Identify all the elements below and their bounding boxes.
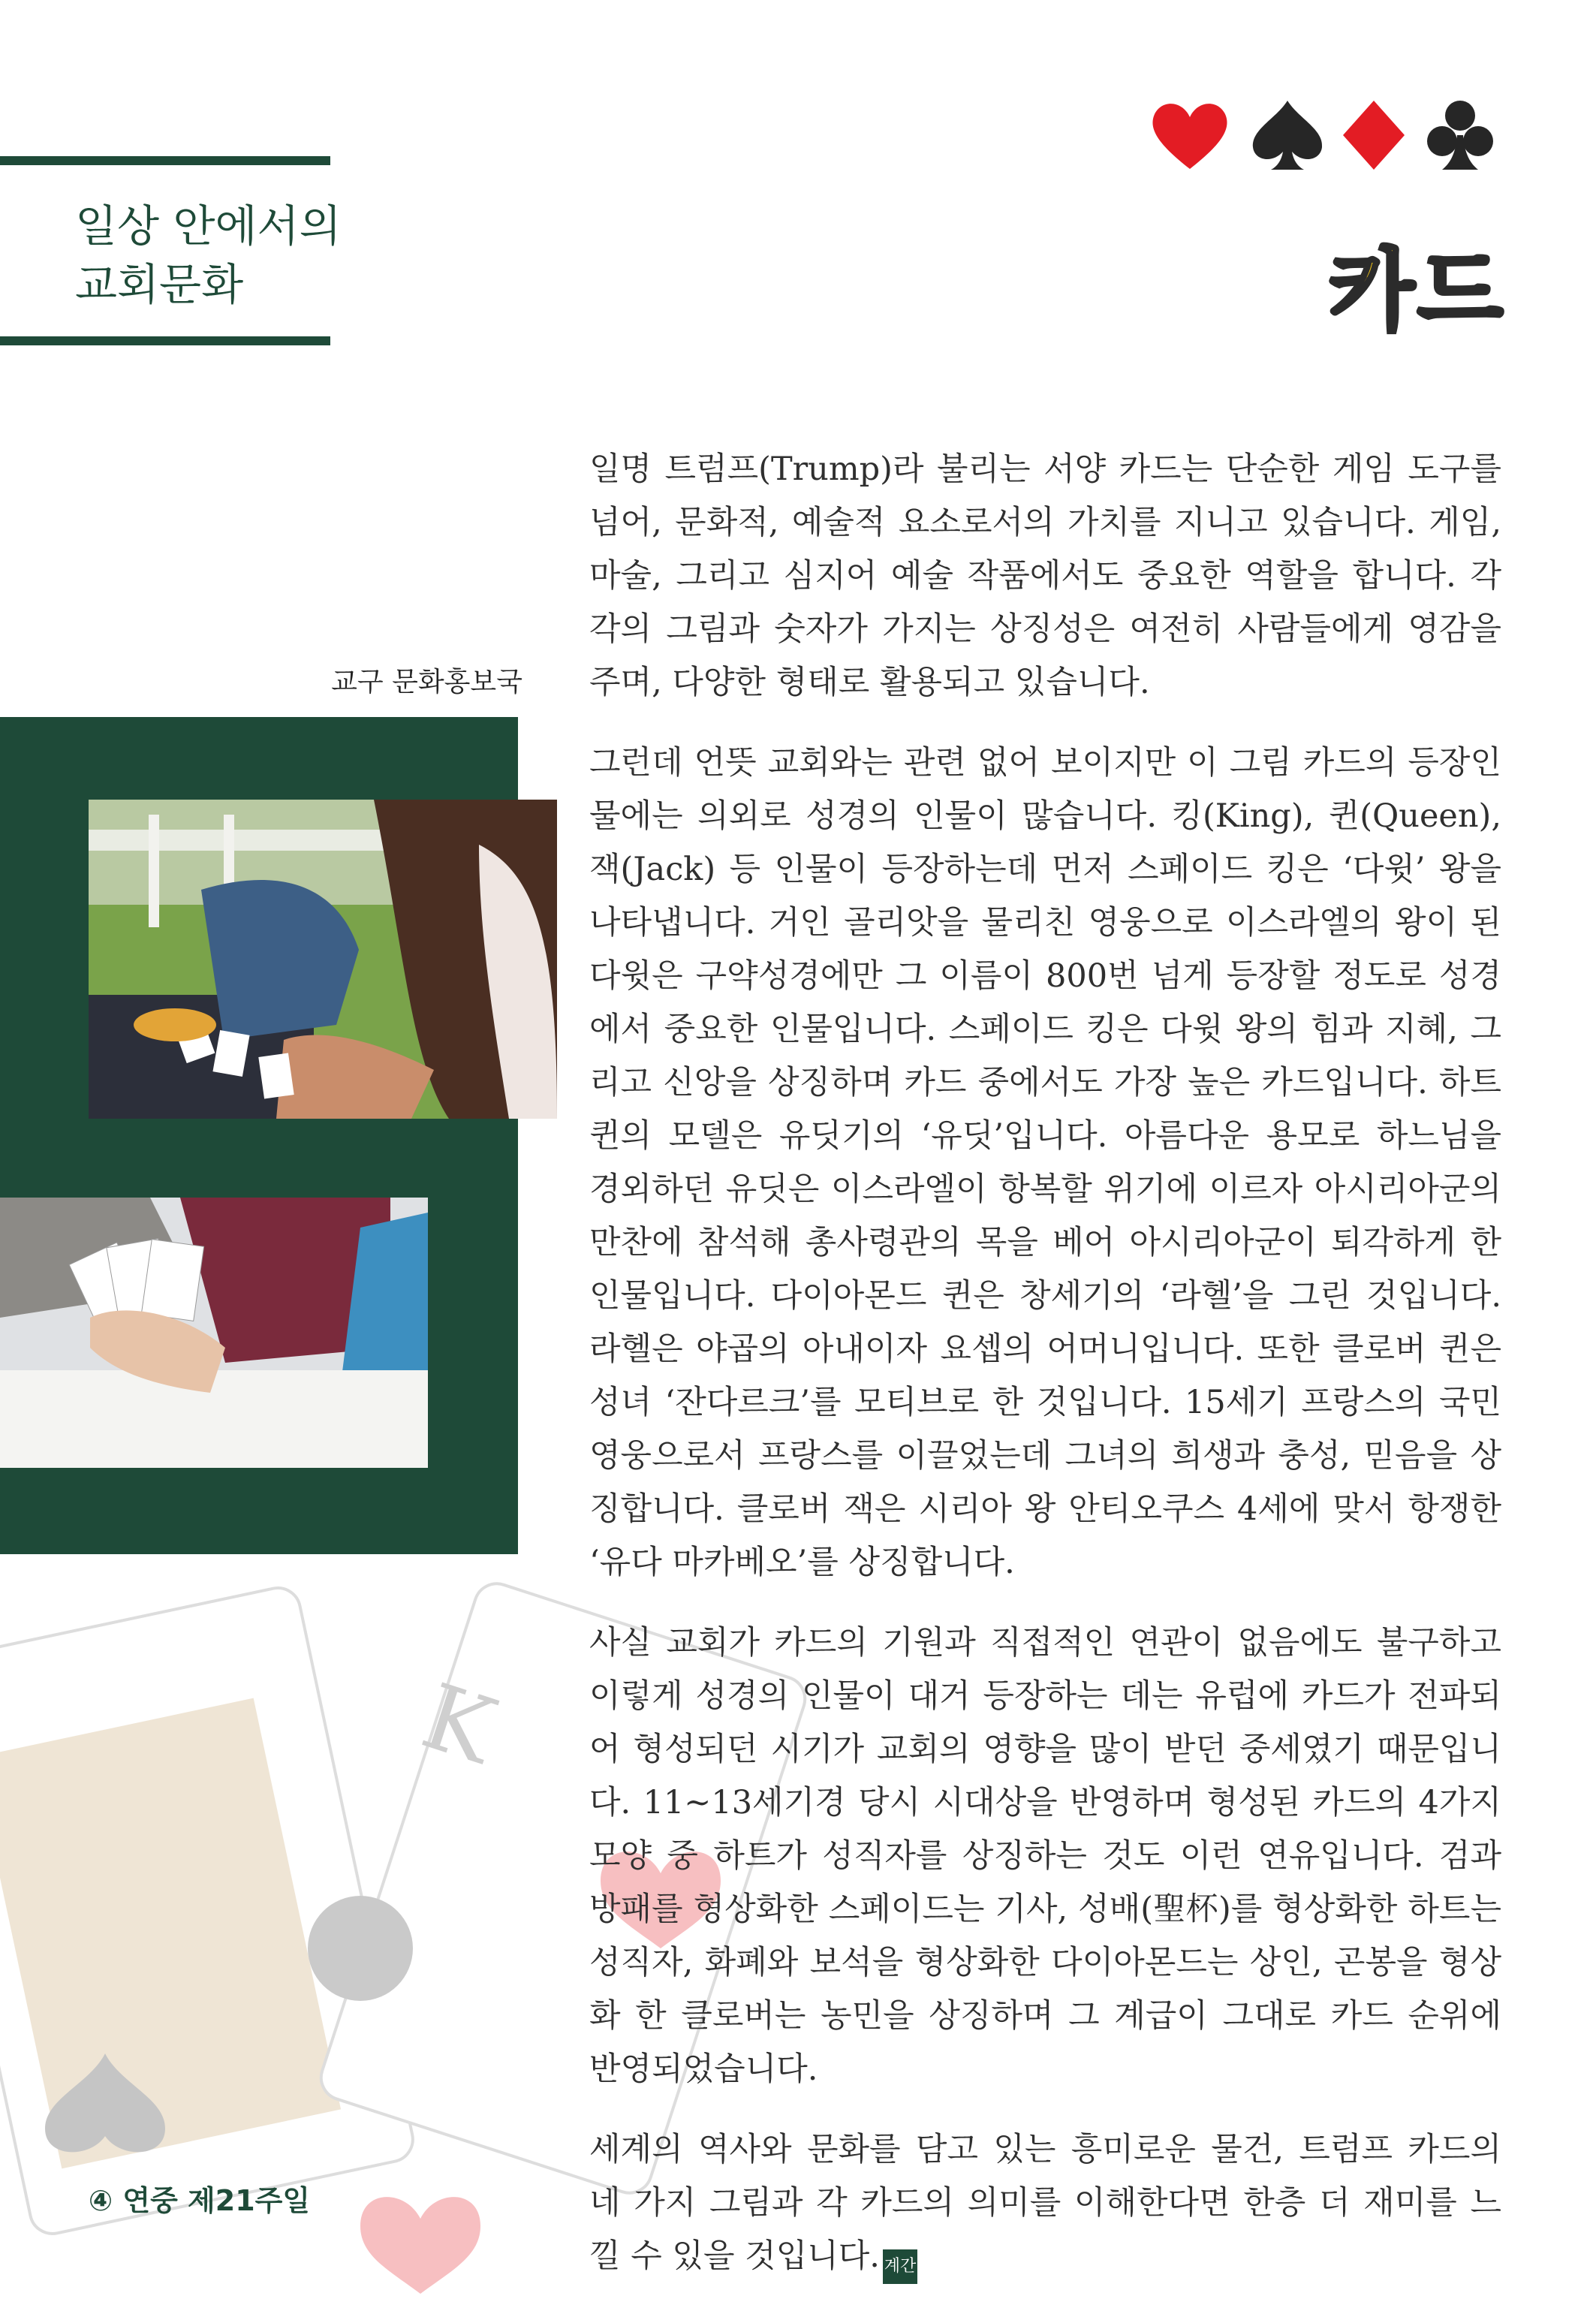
section-title-line1: 일상 안에서의 (75, 200, 342, 252)
svg-text:K: K (410, 1665, 507, 1785)
diamond-icon (1343, 101, 1405, 170)
section-title (75, 197, 342, 314)
page-title: 카드 (1329, 239, 1506, 342)
suit-icons (1149, 98, 1509, 173)
photo-card-players-outdoor (89, 800, 557, 1119)
heart-icon (1152, 104, 1227, 169)
paragraph-2: 그런데 언뜻 교회와는 관련 없어 보이지만 이 그림 카드의 등장인물에는 의외로 성경의 인물이 많습니다. 킹(King), 퀸(Queen), 잭(Jack) 등 인물이 등장하는데 먼저 스페이드 킹은 ‘다윗’ 왕을 나타냅니다. 거인 골리앗을 물리친 영웅으로 이스라엘의 왕이 된 다윗은 구약성경에만 그 이름이 800번 넘게 등장할 정도로 성경에서 중요한 인물입니다. 스페이드 킹은 다윗 왕의 힘과 지혜, 그리고 신앙을 상징하며 카드 중에서도 가장 높은 카드입니다. 하트 퀸의 모델은 유딧기의 ‘유딧’입니다. 아름다운 용모로 하느님을 경외하던 유딧은 이스라엘이 항복할 위기에 이르자 아시리아군의 만찬에 참석해 총사령관의 목을 베어 아시리아군이 퇴각하게 한 인물입니다. 다이아몬드 퀸은 창세기의 ‘라헬’을 그린 것입니다. 라헬은 야곱의 아내이자 요셉의 어머니입니다. 또한 클로버 퀸은 성녀 ‘잔다르크’를 모티브로 한 것입니다. 15세기 프랑스의 국민 영웅으로서 프랑스를 이끌었는데 그녀의 희생과 충성, 믿음을 상징합니다. 클로버 잭은 시리아 왕 안티오쿠스 4세에 맞서 항쟁한 ‘유다 마카베오’를 상징합니다. (589, 744, 1501, 1581)
paragraph-3: 사실 교회가 카드의 기원과 직접적인 연관이 없음에도 불구하고 이렇게 성경의 인물이 대거 등장하는 데는 유럽에 카드가 전파되어 형성되던 시기가 교회의 영향을 많이 받던 중세였기 때문입니다. 11~13세기경 당시 시대상을 반영하며 형성된 카드의 4가지 모양 중 하트가 성직자를 상징하는 것도 이런 연유입니다. 검과 방패를 형상화한 스페이드는 기사, 성배(聖杯)를 형상화한 하트는 성직자, 화폐와 보석을 형상화한 다이아몬드는 상인, 곤봉을 형상화 한 클로버는 농민을 상징하며 그 계급이 그대로 카드 순위에 반영되었습니다. (589, 1624, 1501, 2088)
author-credit: 교구 문화홍보국 (331, 667, 522, 698)
spade-icon (1253, 101, 1322, 170)
photo-hands-holding-cards (0, 1198, 428, 1468)
section-rule-bottom (0, 336, 330, 345)
paragraph-4-text: 세계의 역사와 문화를 담고 있는 흥미로운 물건, 트럼프 카드의 네 가지 그림과 각 카드의 의미를 이해한다면 한층 더 재미를 느낄 수 있을 것입니다. (589, 2131, 1501, 2275)
article-body (589, 443, 1501, 2311)
section-rule-top (0, 156, 330, 165)
section-title-line2: 교회문화 (75, 259, 244, 310)
end-mark-icon: 계간 (883, 2249, 917, 2284)
paragraph-4 (589, 2123, 1501, 2284)
page-footer: ④ 연중 제21주일 (89, 2184, 311, 2217)
paragraph-1: 일명 트럼프(Trump)라 불리는 서양 카드는 단순한 게임 도구를 넘어, 문화적, 예술적 요소로서의 가치를 지니고 있습니다. 게임, 마술, 그리고 심지어 예술 작품에서도 중요한 역할을 합니다. 각각의 그림과 숫자가 가지는 상징성은 여전히 사람들에게 영감을 주며, 다양한 형태로 활용되고 있습니다. (589, 450, 1501, 701)
club-icon (1427, 101, 1493, 170)
